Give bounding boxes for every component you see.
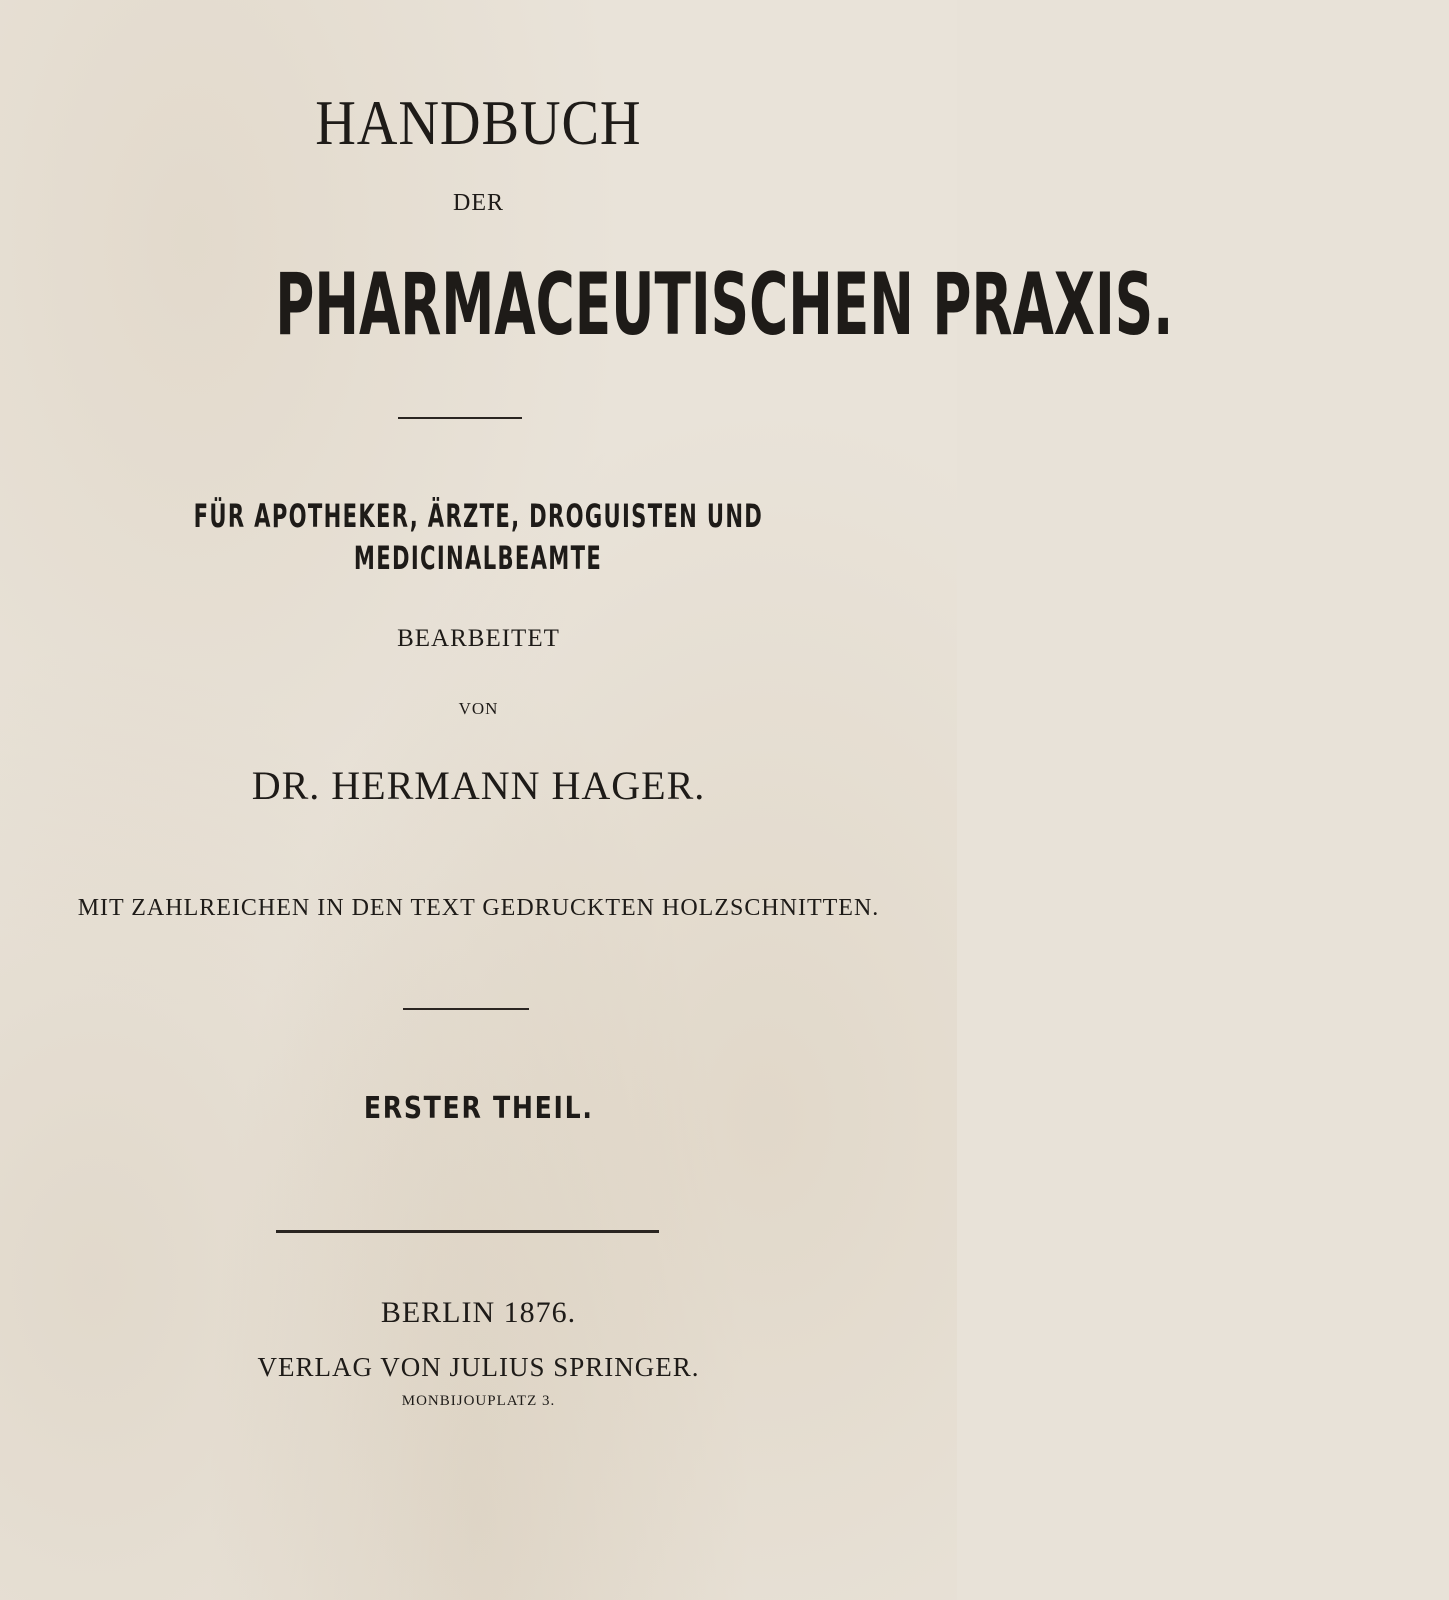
title-line-handbuch [0, 86, 957, 160]
subtitle-line-1 [0, 497, 957, 535]
illustrations-note: MIT ZAHLREICHEN IN DEN TEXT GEDRUCKTEN HOLZSCHNITTEN. [77, 895, 880, 921]
divider-rule-bottom [276, 1230, 659, 1233]
title-handbuch-text: HANDBUCH [315, 87, 642, 158]
place-year: BERLIN 1876. [380, 1296, 577, 1329]
subtitle-line-1-text: FÜR APOTHEKER, ÄRZTE, DROGUISTEN UND [193, 497, 764, 535]
subtitle-line-2 [0, 539, 957, 577]
subtitle-line-2-text: MEDICINALBEAMTE [354, 539, 603, 577]
title-main-text: PHARMACEUTISCHEN PRAXIS. [275, 255, 1174, 355]
title-line-der: DER [453, 190, 504, 216]
part-label [0, 1091, 957, 1126]
divider-rule-middle [403, 1008, 529, 1010]
divider-rule-top [398, 417, 522, 419]
publisher-address: MONBIJOUPLATZ 3. [401, 1393, 556, 1409]
title-line-main [0, 255, 1174, 355]
part-label-text: ERSTER THEIL. [363, 1091, 594, 1126]
publisher-name: VERLAG VON JULIUS SPRINGER. [257, 1352, 700, 1382]
edited-label: BEARBEITET [397, 625, 560, 652]
author-name: DR. HERMANN HAGER. [251, 763, 706, 808]
by-label: VON [458, 699, 499, 718]
